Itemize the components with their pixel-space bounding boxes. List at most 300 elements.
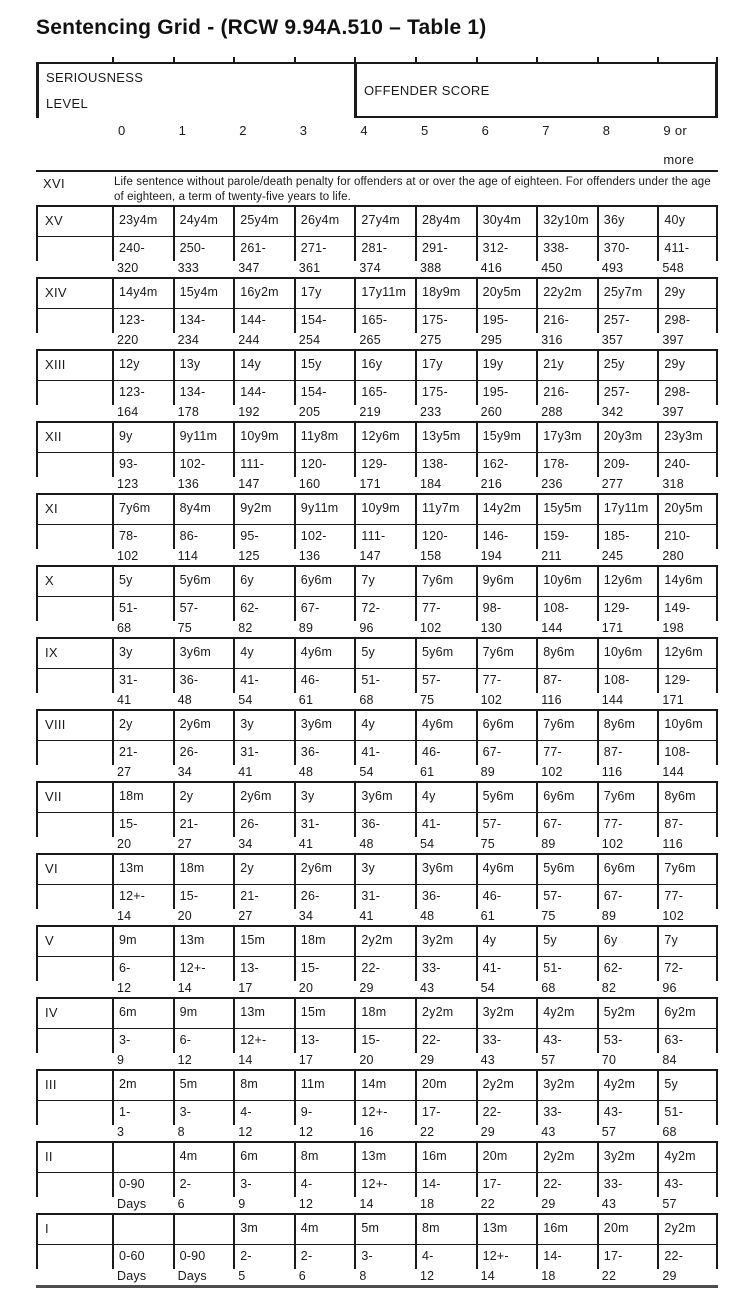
midpoint-cell — [112, 1143, 173, 1172]
score-column-9-or-more — [657, 118, 718, 170]
range-start-cell: 216- — [536, 309, 597, 333]
level-block-v — [36, 925, 718, 997]
midpoint-cell: 4y — [476, 927, 537, 956]
range-end-cell: 27 — [238, 909, 253, 923]
range-end-cell: 147 — [359, 549, 381, 563]
midpoint-cell: 36y — [597, 207, 658, 236]
range-start-row — [36, 381, 718, 405]
midpoint-cell: 28y4m — [415, 207, 476, 236]
range-end-row — [36, 261, 718, 277]
range-start-cell: 51- — [354, 669, 415, 693]
midpoint-cell: 18m — [173, 855, 234, 884]
range-end-spacer — [36, 621, 112, 637]
range-start-cell: 257- — [597, 309, 658, 333]
midpoint-cell: 26y4m — [294, 207, 355, 236]
range-end-cell: 171 — [662, 693, 684, 707]
range-end-row — [36, 1053, 718, 1069]
midpoint-cell: 6m — [112, 999, 173, 1028]
range-label-spacer — [36, 813, 112, 837]
level-label: VII — [36, 783, 112, 812]
level-block-xii — [36, 421, 718, 493]
level-label: XII — [36, 423, 112, 452]
midpoint-cell: 16y — [354, 351, 415, 380]
range-end-row — [36, 549, 718, 565]
range-end-row — [36, 1269, 718, 1285]
midpoint-row — [36, 495, 718, 525]
midpoint-cell: 6y2m — [657, 999, 718, 1028]
range-start-cell: 6- — [173, 1029, 234, 1053]
range-end-row — [36, 477, 718, 493]
range-end-cell: 178 — [177, 405, 200, 419]
range-start-cell: 26- — [294, 885, 355, 909]
midpoint-cell: 9y2m — [233, 495, 294, 524]
range-end-row — [36, 1125, 718, 1141]
midpoint-cell: 17y — [294, 279, 355, 308]
range-start-cell: 21- — [173, 813, 234, 837]
midpoint-row — [36, 207, 718, 237]
range-end-cell: 416 — [480, 261, 503, 275]
range-start-cell: 43- — [536, 1029, 597, 1053]
range-end-row — [36, 837, 718, 853]
range-end-cell: 316 — [541, 333, 563, 347]
midpoint-cell: 15y — [294, 351, 355, 380]
range-end-cell: 70 — [601, 1053, 617, 1067]
midpoint-cell: 29y — [657, 279, 718, 308]
range-end-cell: 54 — [238, 693, 253, 707]
range-start-cell: 41- — [233, 669, 294, 693]
range-end-cell: 14 — [117, 909, 132, 923]
midpoint-cell: 20y3m — [597, 423, 658, 452]
range-start-cell: 41- — [476, 957, 537, 981]
range-start-cell: 123- — [112, 381, 173, 405]
level-label: II — [36, 1143, 112, 1172]
midpoint-cell: 12y — [112, 351, 173, 380]
range-end-cell: 144 — [662, 765, 684, 779]
range-start-row — [36, 453, 718, 477]
midpoint-row — [36, 927, 718, 957]
range-end-cell: 20 — [177, 909, 192, 923]
midpoint-row — [36, 1143, 718, 1173]
range-start-cell: 144- — [233, 381, 294, 405]
range-start-cell: 87- — [536, 669, 597, 693]
range-start-cell: 195- — [476, 381, 537, 405]
midpoint-cell: 2y2m — [657, 1215, 718, 1244]
range-end-cell: 116 — [541, 693, 562, 707]
range-end-cell: 20 — [298, 981, 314, 995]
range-end-cell: 342 — [601, 405, 624, 419]
midpoint-cell: 20m — [415, 1071, 476, 1100]
range-end-cell: Days — [117, 1269, 147, 1283]
range-start-cell: 36- — [415, 885, 476, 909]
range-end-cell: 27 — [117, 765, 132, 779]
range-start-cell: 77- — [657, 885, 718, 909]
midpoint-cell: 13m — [173, 927, 234, 956]
level-xvi-row — [36, 170, 718, 205]
range-start-cell: 51- — [112, 597, 173, 621]
range-end-cell: 102 — [541, 765, 563, 779]
range-start-cell: 46- — [476, 885, 537, 909]
range-start-cell: 0-90 — [173, 1245, 234, 1269]
range-label-spacer — [36, 1245, 112, 1269]
range-start-cell: 3- — [173, 1101, 234, 1125]
range-start-cell: 22- — [354, 957, 415, 981]
range-start-cell: 77- — [415, 597, 476, 621]
column-boundary-tick — [476, 57, 537, 62]
range-end-spacer — [36, 261, 112, 277]
range-start-cell: 31- — [294, 813, 355, 837]
range-start-cell: 102- — [294, 525, 355, 549]
range-start-row — [36, 741, 718, 765]
range-label-spacer — [36, 885, 112, 909]
range-start-cell: 162- — [476, 453, 537, 477]
midpoint-cell: 7y6m — [536, 711, 597, 740]
range-end-cell: 22 — [480, 1197, 495, 1211]
midpoint-cell: 5m — [173, 1071, 234, 1100]
midpoint-cell: 2y2m — [476, 1071, 537, 1100]
range-start-cell: 261- — [233, 237, 294, 261]
range-start-cell: 144- — [233, 309, 294, 333]
level-label: I — [36, 1215, 112, 1244]
score-column-2: 2 — [239, 123, 247, 138]
midpoint-cell: 15y4m — [173, 279, 234, 308]
range-start-cell: 312- — [476, 237, 537, 261]
range-end-cell: 184 — [419, 477, 442, 491]
range-end-cell: 41 — [238, 765, 253, 779]
range-end-cell: 20 — [117, 837, 132, 851]
midpoint-cell: 11y8m — [294, 423, 355, 452]
midpoint-cell: 13y5m — [415, 423, 476, 452]
range-end-cell: 48 — [298, 765, 314, 779]
range-end-cell: 102 — [419, 621, 442, 635]
range-start-cell: 41- — [354, 741, 415, 765]
range-label-spacer — [36, 1101, 112, 1125]
range-end-cell: 68 — [541, 981, 556, 995]
range-end-row — [36, 981, 718, 997]
midpoint-cell: 5y6m — [415, 639, 476, 668]
range-start-cell: 108- — [536, 597, 597, 621]
level-block-ii — [36, 1141, 718, 1213]
range-start-cell: 102- — [173, 453, 234, 477]
range-start-cell: 36- — [173, 669, 234, 693]
midpoint-cell: 22y2m — [536, 279, 597, 308]
range-start-cell: 178- — [536, 453, 597, 477]
range-end-cell: 96 — [662, 981, 677, 995]
range-end-cell: 17 — [238, 981, 253, 995]
range-start-cell: 87- — [657, 813, 718, 837]
range-end-cell: 236 — [541, 477, 563, 491]
range-start-row — [36, 813, 718, 837]
range-end-cell: 96 — [359, 621, 374, 635]
midpoint-cell: 5y6m — [173, 567, 234, 596]
range-start-cell: 57- — [476, 813, 537, 837]
range-end-cell: 48 — [419, 909, 435, 923]
range-start-cell: 3- — [112, 1029, 173, 1053]
midpoint-cell: 17y — [415, 351, 476, 380]
midpoint-cell: 9y — [112, 423, 173, 452]
range-start-cell: 0-90 — [112, 1173, 173, 1197]
range-start-cell: 77- — [597, 813, 658, 837]
range-start-row — [36, 597, 718, 621]
midpoint-cell: 2y2m — [415, 999, 476, 1028]
midpoint-cell: 21y — [536, 351, 597, 380]
range-end-cell: 205 — [298, 405, 321, 419]
range-end-cell: 22 — [419, 1125, 435, 1139]
range-end-cell: 102 — [662, 909, 684, 923]
range-end-spacer — [36, 909, 112, 925]
level-block-x — [36, 565, 718, 637]
midpoint-cell: 8m — [233, 1071, 294, 1100]
midpoint-cell: 3y6m — [294, 711, 355, 740]
midpoint-cell: 16m — [415, 1143, 476, 1172]
midpoint-cell: 6y6m — [536, 783, 597, 812]
column-boundary-tick — [36, 57, 112, 62]
range-end-cell: 29 — [541, 1197, 556, 1211]
range-end-cell: 57 — [662, 1197, 677, 1211]
range-start-cell: 21- — [233, 885, 294, 909]
range-end-cell: 14 — [480, 1269, 495, 1283]
range-end-cell: 18 — [419, 1197, 435, 1211]
range-start-cell: 77- — [536, 741, 597, 765]
offender-score-numbers-row — [36, 118, 718, 170]
midpoint-cell: 3y2m — [415, 927, 476, 956]
range-start-cell: 72- — [354, 597, 415, 621]
range-start-row — [36, 957, 718, 981]
score-column-7: 7 — [542, 123, 550, 138]
level-block-vi — [36, 853, 718, 925]
midpoint-cell: 5y2m — [597, 999, 658, 1028]
midpoint-cell: 2y — [112, 711, 173, 740]
range-end-cell: 171 — [359, 477, 381, 491]
range-end-cell: 20 — [359, 1053, 374, 1067]
midpoint-cell: 3m — [233, 1215, 294, 1244]
range-start-row — [36, 1101, 718, 1125]
range-label-spacer — [36, 381, 112, 405]
range-end-cell: 57 — [541, 1053, 556, 1067]
range-start-cell: 57- — [536, 885, 597, 909]
column-ticks-row — [36, 57, 718, 62]
midpoint-cell: 3y — [112, 639, 173, 668]
midpoint-cell: 16y2m — [233, 279, 294, 308]
range-end-spacer — [36, 1197, 112, 1213]
column-boundary-tick — [536, 57, 597, 62]
level-label: XV — [36, 207, 112, 236]
midpoint-cell: 19y — [476, 351, 537, 380]
level-block-i — [36, 1213, 718, 1285]
range-start-cell: 209- — [597, 453, 658, 477]
midpoint-cell: 8y6m — [657, 783, 718, 812]
midpoint-cell: 5y6m — [536, 855, 597, 884]
level-label: VIII — [36, 711, 112, 740]
range-start-cell: 86- — [173, 525, 234, 549]
midpoint-cell: 4y — [233, 639, 294, 668]
range-start-cell: 2- — [233, 1245, 294, 1269]
range-end-cell: 41 — [298, 837, 314, 851]
range-start-cell: 146- — [476, 525, 537, 549]
range-start-cell: 185- — [597, 525, 658, 549]
range-start-row — [36, 1173, 718, 1197]
midpoint-cell: 9m — [112, 927, 173, 956]
midpoint-cell: 18y9m — [415, 279, 476, 308]
midpoint-cell: 7y6m — [112, 495, 173, 524]
range-start-cell: 26- — [173, 741, 234, 765]
midpoint-cell: 9y11m — [173, 423, 234, 452]
range-start-cell: 298- — [657, 309, 718, 333]
midpoint-cell: 8m — [294, 1143, 355, 1172]
score-column-5: 5 — [420, 123, 429, 138]
range-start-cell: 15- — [294, 957, 355, 981]
midpoint-cell: 4y6m — [415, 711, 476, 740]
midpoint-cell: 6y6m — [294, 567, 355, 596]
range-end-cell: 41 — [359, 909, 374, 923]
range-start-cell: 4- — [294, 1173, 355, 1197]
midpoint-row — [36, 1215, 718, 1245]
range-end-cell: 68 — [662, 1125, 677, 1139]
range-start-cell: 53- — [597, 1029, 658, 1053]
range-end-cell: 8 — [359, 1269, 367, 1283]
range-end-row — [36, 765, 718, 781]
range-start-cell: 291- — [415, 237, 476, 261]
range-start-cell: 36- — [354, 813, 415, 837]
midpoint-cell: 20m — [597, 1215, 658, 1244]
score-more-text: more — [663, 152, 695, 167]
range-end-cell: 102 — [117, 549, 139, 563]
range-start-cell: 3- — [233, 1173, 294, 1197]
range-start-cell: 17- — [415, 1101, 476, 1125]
range-start-cell: 370- — [597, 237, 658, 261]
midpoint-cell: 5y — [657, 1071, 718, 1100]
range-end-cell: 29 — [662, 1269, 677, 1283]
midpoint-cell: 32y10m — [536, 207, 597, 236]
range-start-cell: 33- — [597, 1173, 658, 1197]
range-end-spacer — [36, 837, 112, 853]
range-end-cell: 43 — [541, 1125, 556, 1139]
midpoint-cell: 2y2m — [536, 1143, 597, 1172]
range-end-cell: 54 — [480, 981, 495, 995]
range-end-cell: 18 — [541, 1269, 556, 1283]
range-end-cell: 75 — [419, 693, 435, 707]
column-boundary-tick — [354, 57, 415, 62]
range-start-cell: 134- — [173, 309, 234, 333]
midpoint-cell: 8m — [415, 1215, 476, 1244]
range-start-row — [36, 1029, 718, 1053]
level-label: XIII — [36, 351, 112, 380]
range-start-cell: 154- — [294, 309, 355, 333]
midpoint-cell: 6y — [597, 927, 658, 956]
range-end-cell: 192 — [238, 405, 260, 419]
midpoint-cell: 17y3m — [536, 423, 597, 452]
level-label: VI — [36, 855, 112, 884]
midpoint-cell: 15m — [233, 927, 294, 956]
range-start-cell: 33- — [415, 957, 476, 981]
range-start-cell: 298- — [657, 381, 718, 405]
midpoint-cell: 10y6m — [597, 639, 658, 668]
range-end-cell: 5 — [238, 1269, 246, 1283]
range-start-cell: 175- — [415, 381, 476, 405]
range-start-cell: 67- — [476, 741, 537, 765]
range-label-spacer — [36, 237, 112, 261]
range-end-cell: 114 — [177, 549, 199, 563]
range-start-cell: 2- — [294, 1245, 355, 1269]
range-end-cell: 397 — [662, 405, 684, 419]
midpoint-cell: 7y6m — [415, 567, 476, 596]
midpoint-cell: 13m — [233, 999, 294, 1028]
midpoint-cell: 25y4m — [233, 207, 294, 236]
range-start-cell: 67- — [536, 813, 597, 837]
range-start-cell: 22- — [657, 1245, 718, 1269]
range-start-cell: 51- — [536, 957, 597, 981]
range-start-cell: 33- — [536, 1101, 597, 1125]
midpoint-cell: 17y11m — [597, 495, 658, 524]
midpoint-cell: 13m — [354, 1143, 415, 1172]
range-start-cell: 98- — [476, 597, 537, 621]
level-block-xi — [36, 493, 718, 565]
range-end-cell: 12 — [177, 1053, 192, 1067]
level-block-xiv — [36, 277, 718, 349]
range-start-cell: 159- — [536, 525, 597, 549]
midpoint-cell: 3y2m — [536, 1071, 597, 1100]
range-end-cell: 234 — [177, 333, 200, 347]
range-end-cell: 75 — [480, 837, 495, 851]
midpoint-cell: 20y5m — [657, 495, 718, 524]
range-end-cell: 89 — [480, 765, 495, 779]
midpoint-cell: 17y11m — [354, 279, 415, 308]
range-end-spacer — [36, 477, 112, 493]
range-start-cell: 411- — [657, 237, 718, 261]
range-end-cell: 265 — [359, 333, 381, 347]
range-start-cell: 2- — [173, 1173, 234, 1197]
range-start-cell: 21- — [112, 741, 173, 765]
score-column-1: 1 — [178, 123, 187, 138]
level-label-xvi: XVI — [43, 176, 65, 191]
range-end-cell: 61 — [298, 693, 314, 707]
range-start-cell: 165- — [354, 309, 415, 333]
column-boundary-tick — [173, 57, 234, 62]
midpoint-cell: 2y6m — [233, 783, 294, 812]
range-end-cell: 12 — [298, 1197, 314, 1211]
range-start-cell: 15- — [112, 813, 173, 837]
range-start-cell: 26- — [233, 813, 294, 837]
range-end-cell: 6 — [177, 1197, 185, 1211]
range-label-spacer — [36, 1173, 112, 1197]
range-end-cell: 388 — [419, 261, 442, 275]
range-end-cell: 233 — [419, 405, 442, 419]
range-start-cell: 62- — [233, 597, 294, 621]
midpoint-cell: 4m — [294, 1215, 355, 1244]
score-column-6: 6 — [481, 123, 490, 138]
range-label-spacer — [36, 309, 112, 333]
range-start-cell: 257- — [597, 381, 658, 405]
midpoint-cell: 6y6m — [597, 855, 658, 884]
midpoint-cell: 25y7m — [597, 279, 658, 308]
midpoint-cell: 12y6m — [597, 567, 658, 596]
range-end-spacer — [36, 981, 112, 997]
midpoint-cell: 4y2m — [657, 1143, 718, 1172]
range-end-cell: 244 — [238, 333, 260, 347]
midpoint-cell: 4y6m — [294, 639, 355, 668]
range-start-cell: 4- — [233, 1101, 294, 1125]
midpoint-row — [36, 567, 718, 597]
midpoint-row — [36, 855, 718, 885]
midpoint-cell: 18m — [354, 999, 415, 1028]
range-start-cell: 195- — [476, 309, 537, 333]
range-start-cell: 250- — [173, 237, 234, 261]
range-start-cell: 120- — [294, 453, 355, 477]
range-end-cell: 43 — [419, 981, 435, 995]
range-end-cell: 48 — [177, 693, 192, 707]
range-end-cell: 288 — [541, 405, 563, 419]
range-end-cell: 43 — [601, 1197, 617, 1211]
range-end-cell: 27 — [177, 837, 192, 851]
